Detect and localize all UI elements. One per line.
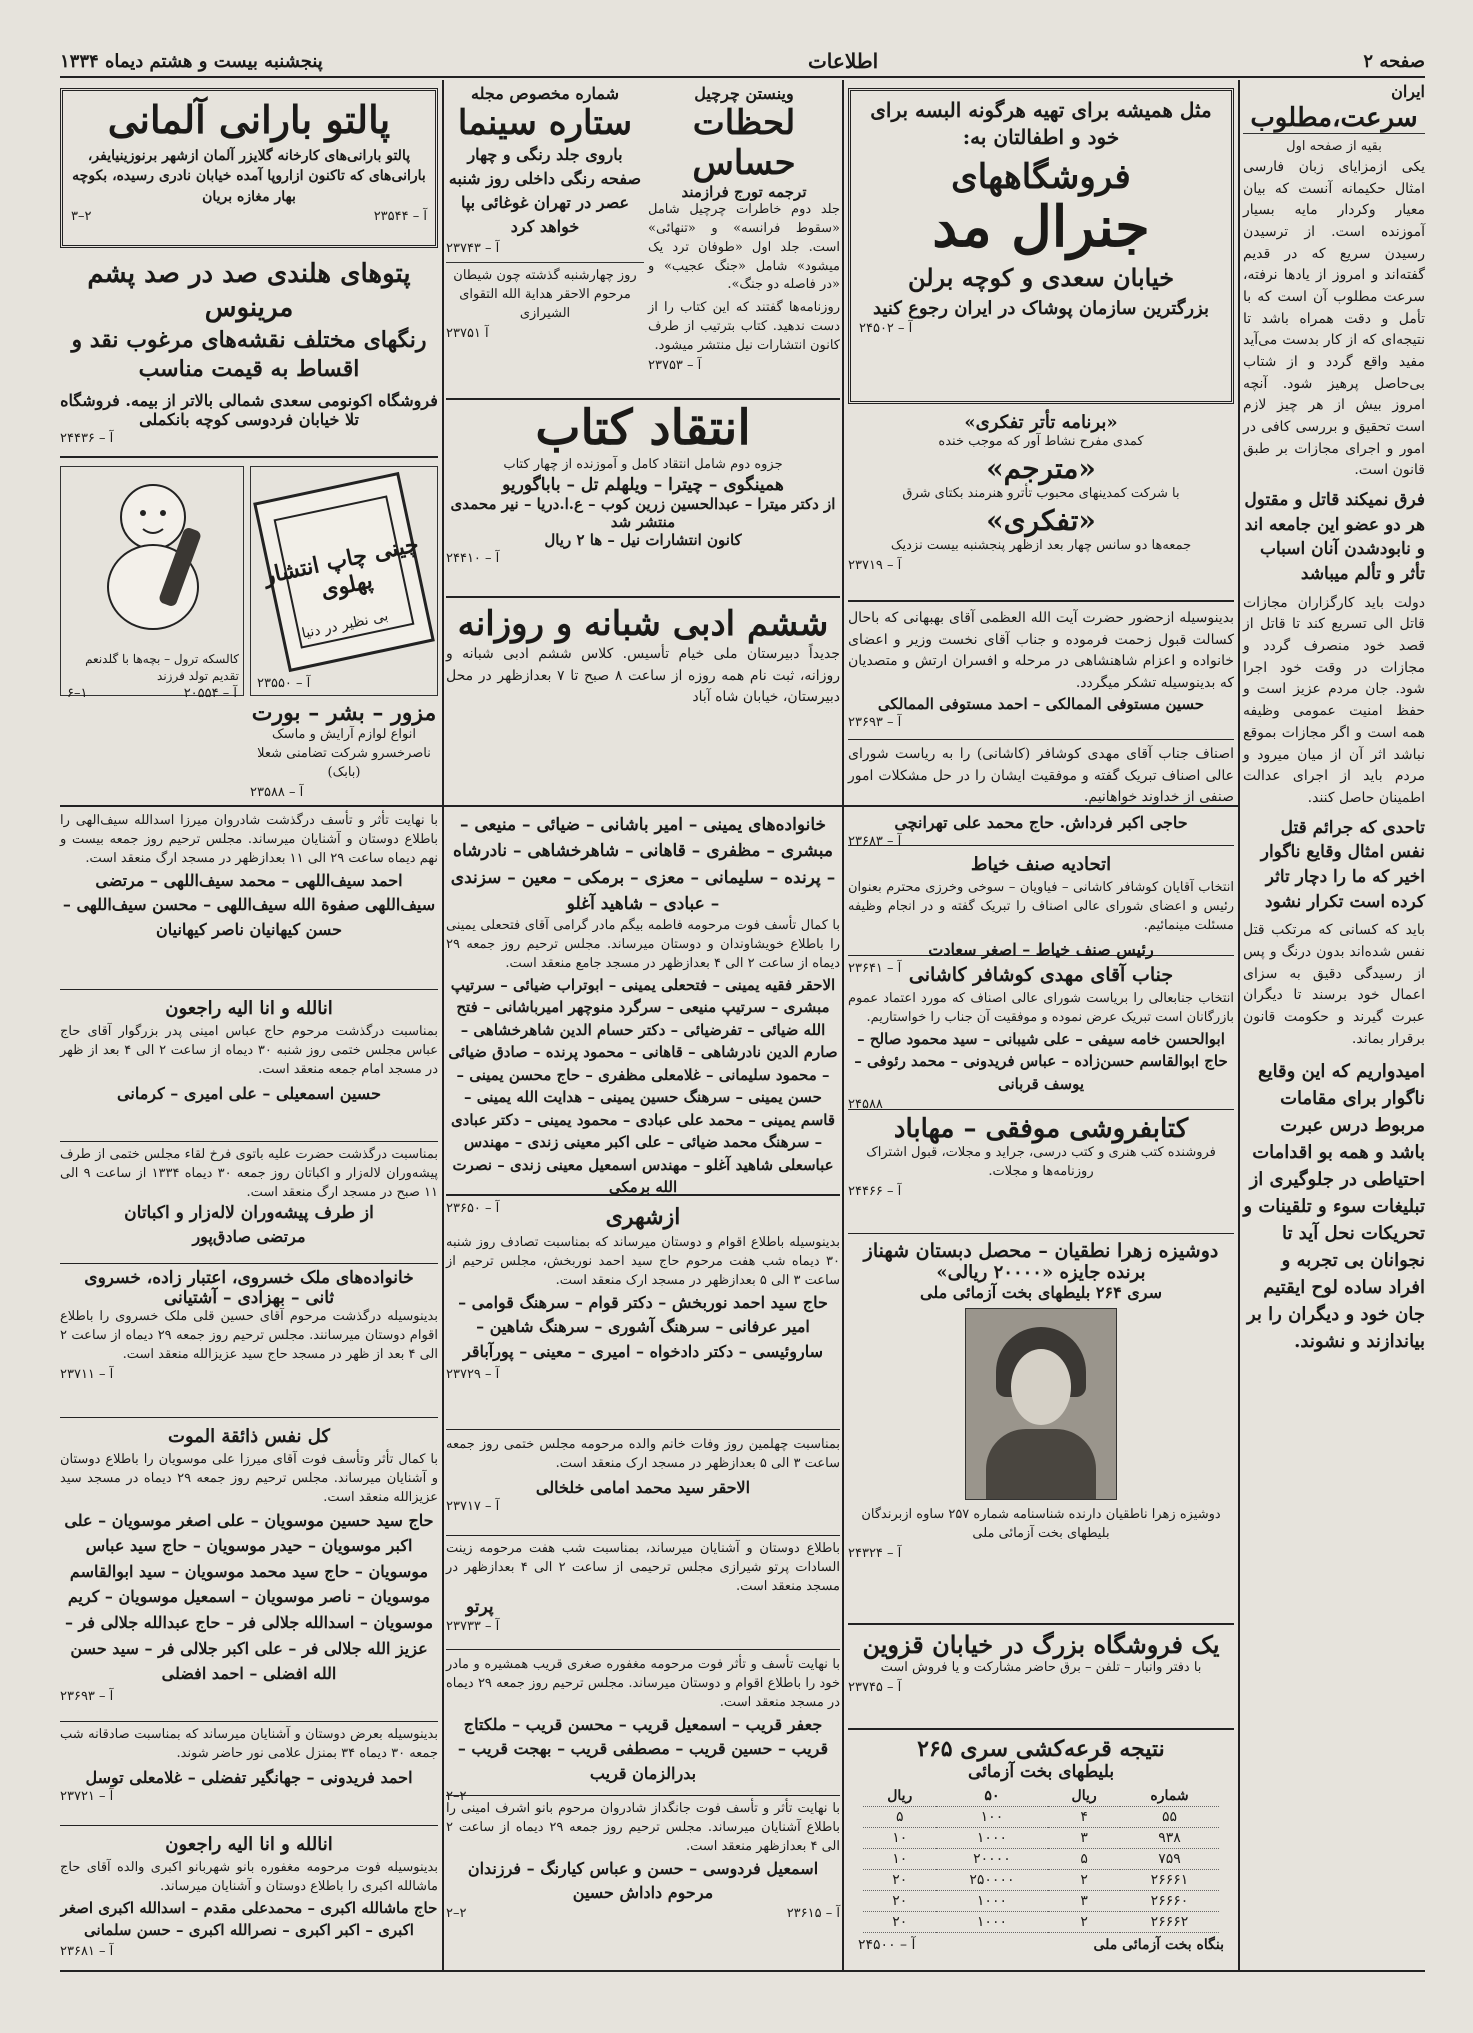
notice-text: بدینوسیله درگذشت مرحوم آقای حسین قلی ملک خسروی را باطلاع اقوام دوستان میرسانند. مجلس ترحیم روز جمعه ۲۹ دیماه از ساعت ۲ الی ۴ بعد از ظهر در مسجد حاج سید عزیزالله منعقد است. xyxy=(60,1309,438,1362)
paper-name: اطلاعات xyxy=(807,49,879,73)
notice-title: انالله و انا الیه راجعون xyxy=(165,1834,333,1855)
program-star: «تفکری» xyxy=(986,503,1096,537)
ad-code: آ – ۲۳۷۴۳ xyxy=(446,241,500,256)
column-rule xyxy=(442,80,444,1970)
program-sub: کمدی مفرح نشاط آور که موجب خنده xyxy=(938,434,1144,449)
book-note: روزنامه‌ها گفتند که این کتاب را از دست ندهید. کتاب بترتیب از طرف کانون انتشارات نیل منتشر میشود. xyxy=(648,300,840,353)
notice-malek-khosravi xyxy=(60,1268,438,1418)
critique-title: انتقاد کتاب xyxy=(535,400,751,456)
page-bottom-rule xyxy=(60,1970,1425,1972)
col-header: ۵۰ xyxy=(936,1786,1048,1807)
winner-lottery: سری ۲۶۴ بلیطهای بخت آزمائی ملی xyxy=(920,1283,1162,1302)
ad-title: پالتو بارانی آلمانی xyxy=(107,97,391,142)
notice-text: انتخاب جنابعالی را بریاست شورای عالی اصناف که مورد اعتماد عموم بازرگانان است تبریک عرض نموده و موفقیت آن جناب را خواستاریم. xyxy=(848,991,1234,1025)
notice-text: بمناسبت درگذشت مرحوم حاج عباس امینی پدر بزرگوار آقای حاج عباس مجلس ختمی روز شنبه ۳۰ دیماه از ساعت ۲ الی ۴ بعد از ظهر در مسجد امام جمعه منعقد است. xyxy=(60,1024,438,1077)
school-text: جدیداً دبیرستان ملی خیام تأسیس. کلاس ششم ادبی شبانه و روزانه، ثبت نام همه روزه از ساعت ۸ صبح تا ۷ بعدازظهر در محل دبیرستان، خیابان شاه آباد xyxy=(446,646,840,706)
notice-code: آ – ۲۳۶۸۱ xyxy=(60,1943,114,1959)
child-with-bottle-graphic xyxy=(61,467,243,647)
notice-title: جناب آقای مهدی کوشافر کاشانی xyxy=(908,964,1174,986)
ad-code: آ – ۲۴۴۳۶ xyxy=(60,430,114,446)
ad-book-critique xyxy=(446,398,840,598)
program-play: «مترجم» xyxy=(986,451,1096,485)
column-rule xyxy=(1238,80,1240,1970)
ad-code: آ – ۲۴۳۲۴ xyxy=(848,1545,902,1561)
notice-sig: رئیس صنف خیاط – اصغر سعادت xyxy=(928,939,1154,959)
ad-code: آ – ۲۰۵۵۴ xyxy=(183,685,237,701)
col-header: شماره xyxy=(1120,1786,1218,1807)
ad-code: آ ۲۳۷۵۱ xyxy=(446,325,489,341)
notice-sig: الاحقر سید محمد امامی خلخالی xyxy=(535,1477,751,1497)
notice-text: بمناسبت چهلمین روز وفات خانم والده مرحومه مجلس ختمی روز جمعه ساعت ۳ الی ۵ بعدازظهر در مسجد ارک منعقد است. xyxy=(446,1437,840,1471)
notice-names: حاج سید حسین موسویان – علی اصغر موسویان – علی اکبر موسویان – حیدر موسویان – حاج سید عباس موسویان – حاج سید محمد موسویان – سید ابوالقاسم موسویان – ناصر موسویان – اسمعیل موسویان – کریم موسویان – اسدالله جلالی فر – حاج عبدالله جلالی فر – عزیز الله جلالی فر – علی اکبر جلالی فر – سید حسن الله افضلی – احمد افضلی xyxy=(64,1510,434,1684)
notice-khalkhali xyxy=(446,1436,840,1536)
book-description: جلد دوم خاطرات چرچیل شامل «سقوط فرانسه» و «تنهائی» است. جلد اول «طوفان ترد یک میشود» شامل «جنگ عجیب» و «در فاصله دو جنگ». xyxy=(648,202,840,293)
page-date: پنجشنبه بیست و هشتم دیماه ۱۳۳۴ xyxy=(60,50,323,72)
critique-critics: از دکتر میترا – عبدالحسین زرین کوب – ع.ا.دریا – نیر محمدی منتشر شد xyxy=(450,494,836,531)
ad-shop-label: فروشگاههای xyxy=(951,157,1131,197)
ad-lottery-winner xyxy=(848,1240,1234,1625)
winner-prize: برنده جایزه «۲۰۰۰۰ ریالی» xyxy=(936,1262,1146,1283)
ad-evening-school xyxy=(446,604,840,800)
winner-caption: دوشیزه زهرا ناطقیان دارنده شناسنامه شماره ۲۵۷ ساوه ازبرندگان بلیطهای بخت آزمائی ملی xyxy=(861,1507,1221,1541)
lottery-results xyxy=(848,1736,1234,1968)
ad-qazvin-store xyxy=(848,1630,1234,1730)
editorial-conclusion: امیدواریم که این وقایع ناگوار برای مقامات مربوط درس عبرت باشد و همه بو اقدامات احتیاطی در جلوگیری از تبلیغات سوء و تلقینات و تحریکات نحل آید تا نجوانان بی تجربه و افراد ساده لوح ایقتیم جان خود و دیگران را بر بیاندازند و نشوند. xyxy=(1243,1061,1425,1353)
ad-bookshop xyxy=(848,1114,1234,1234)
notice-names: ثانی – بهزادی – آشتیانی xyxy=(163,1288,335,1308)
store-title: یک فروشگاه بزرگ در خیابان قزوین xyxy=(862,1630,1220,1659)
ad-code-2: ۲–۳ xyxy=(71,208,92,224)
continued-note: بقیه از صفحه اول xyxy=(1286,139,1382,154)
notice-code-2: ۲–۲ xyxy=(446,1906,467,1922)
program-title: «برنامه تأتر تفکری» xyxy=(964,412,1118,433)
editorial-subhead-2: تاحدی که جرائم قتل نفس امثال وقایع ناگوار اخیر که ما را دچار تاثر کرده است تکرار نشود xyxy=(1260,817,1425,912)
notice-sig: حاجی اکبر فرداش. حاج محمد علی تهرانچی xyxy=(894,813,1188,833)
ad-code: آ – ۲۳۵۵۰ xyxy=(257,676,311,691)
notice-amini-haj-abbas xyxy=(60,994,438,1142)
notice-code: آ – ۲۳۶۱۵ xyxy=(786,1906,840,1922)
ad-intro: مثل همیشه برای تهیه هرگونه البسه برای خود و اطفالتان به: xyxy=(870,98,1212,149)
ad-brand-name: جنرال مد xyxy=(932,194,1150,260)
notice-kushafar-kashani xyxy=(848,960,1234,1113)
ad-pato xyxy=(60,258,438,458)
chini-label: چینی چاپ انتشار پهلوی xyxy=(261,531,421,604)
notice-az-shahri xyxy=(446,1200,840,1430)
notice-text: با کمال تأسف فوت مرحومه فاطمه بیگم مادر گرامی آقای فتحعلی یمینی را باطلاع خویشاوندان و دوستان میرساند. مجلس ترحیم روز جمعه ۲۹ دیماه از ساعت ۲ الی ۴ بعدازظهر در مسجد جامع منعقد است. xyxy=(446,918,840,972)
section-label: ایران xyxy=(1391,82,1425,101)
lottery-footer: بنگاه بخت آزمائی ملی xyxy=(1093,1937,1224,1953)
notice-text: بمناسبت درگذشت حضرت علیه باتوی فرخ لقاء مجلس ختمی از طرف پیشه‌وران لاله‌زار و اکباتان روز جمعه ۳۰ دیماه ۱۳۳۴ از ساعت ۹ الی ۱۱ صبح در مسجد ارگ منعقد است. xyxy=(60,1147,438,1200)
notice-title: کل نفس ذائقة الموت xyxy=(168,1426,330,1447)
notice-names: احمد فریدونی – جهانگیر تفضلی – غلامعلی توسل xyxy=(85,1767,413,1787)
notice-text: اصناف جناب آقای مهدی کوشافر (کاشانی) را به ریاست شورای عالی اصناف تبریک گفته و موفقیت ایشان را در حل مشکلات امور صنفی از خداوند خواهانیم. xyxy=(848,746,1234,806)
ad-code-2: ۱–۶ xyxy=(67,685,88,701)
notice-sig: مرتضی صادق‌پور xyxy=(192,1226,306,1246)
table-row: ۲۶۶۶۱ ۲ ۲۵۰۰۰۰ ۲۰ xyxy=(863,1870,1218,1891)
lottery-subtitle: بلیطهای بخت آزمائی xyxy=(967,1762,1115,1782)
notice-text: بدینوسیله باطلاع اقوام و دوستان میرساند که بمناسبت تصادف روز شنبه ۳۰ دیماه شب هفت مرحوم حاج سید احمد نوربخش، مجلس ترحیم از ساعت ۳ الی ۵ بعدازظهر در مسجد ارک منعقد است. xyxy=(446,1235,840,1288)
magazine-title: ستاره سینما xyxy=(457,103,633,143)
notice-code: آ – ۲۳۶۵۰ xyxy=(446,1200,500,1216)
ad-code: آ – ۲۳۷۵۳ xyxy=(648,357,702,373)
ad-paltu xyxy=(60,88,438,248)
ad-chini-illustration xyxy=(250,466,438,696)
ad-setare-cinema xyxy=(446,84,644,384)
table-row: ۲۶۶۶۰ ۳ ۱۰۰۰ ۲۰ xyxy=(863,1891,1218,1912)
notice-yamini-family xyxy=(446,812,840,1216)
notice-title: انالله و انا الیه راجعون xyxy=(165,998,333,1019)
notice-text: بدینوسیله بعرض دوستان و آشنایان میرساند که بمناسبت صادقانه شب جمعه ۳۰ دیماه ۳۴ بمنزل علامی نور حاضر شوند. xyxy=(60,1727,438,1761)
notice-text: بدینوسیله فوت مرحومه مغفوره بانو شهربانو اکبری والده آقای حاج ماشالله اکبری را باطلاع دوستان و آشنایان میرساند. xyxy=(60,1860,438,1894)
school-title: ششم ادبی شبانه و روزانه xyxy=(457,604,829,644)
notice-names: الاحقر فقیه یمینی – فتحعلی یمینی – ابوتراب ضیائی – سرتیپ مبشری – سرتیپ منیعی – سرگرد منوچهر امیرباشانی – فتح الله ضیائی – تفرضیائی – دکتر حسام الدین شاهرخشاهی – صارم الدین نادرشاهی – قاهانی – محمود پرنده – صادق ضیائی – محمود سلیمانی – غلامعلی مظفری – حاج محسن یمینی – حسن یمینی – سرهنگ حسین یمینی – هدایت الله یمینی – قاسم یمینی – محمد علی عبادی – محمود یمینی – دکتر عبادی – سرهنگ محمد ضیائی – علی اکبر معینی زندی – مهندس عباسعلی شاهید آغلو – مهندس اسمعیل معینی زندی – نصرت الله برمکی xyxy=(448,975,838,1197)
ad-code: آ – ۲۳۵۸۸ xyxy=(250,784,304,800)
ad-theater-program xyxy=(848,412,1234,602)
small-notice: روز چهارشنبه گذشته چون شیطان مرحوم الاحقر هدایة الله التقوای الشیرازی xyxy=(446,262,644,324)
ad-title-1: پتوهای هلندی صد در صد پشم مرینوس xyxy=(87,259,411,323)
editorial-body-3: باید که کسانی که مرتکب قتل نفس شده‌اند بدون درنگ و پس از رسیدگی دقیق به سزای اعمال خود برسند تا دیگران عبرت گیرند و حکومت قانون برقرار بماند. xyxy=(1243,922,1425,1047)
notice-code: آ – ۲۳۷۱۱ xyxy=(60,1366,114,1382)
notice-thanks-mostowfi xyxy=(848,608,1234,740)
notice-text: بدینوسیله ازحضور حضرت آیت الله العظمی آقای بهبهانی که باحال کسالت قبول زحمت فرموده و جناب آقای نخست وزیر و اعضای خانواده و اعزام شاهنشاهی در مرحله و افسران ارتش و متصدیان که بدینوسیله تشکر میگردد. xyxy=(848,610,1234,692)
notice-names: حاج ماشالله اکبری – محمدعلی مقدم – اسدالله اکبری اصغر اکبری – اکبر اکبری – نصرالله اکبری – حسن سلمانی xyxy=(60,1898,438,1940)
notice-code: آ – ۲۳۷۱۷ xyxy=(446,1498,500,1514)
ad-address: خیابان سعدی و کوچه برلن xyxy=(907,262,1175,292)
notice-congrats-kushafar xyxy=(848,744,1234,850)
notice-names: اسمعیل فردوسی – حسن و عباس کیارنگ – فرزندان مرحوم داداش حسین xyxy=(467,1858,819,1903)
notice-names: احمد سیف‌اللهی – محمد سیف‌اللهی – مرتضی سیف‌اللهی صفوة الله سیف‌اللهی – محسن سیف‌اللهی – حسن کیهانیان ناصر کیهانیان xyxy=(62,870,436,940)
bookshop-title: کتابفروشی موفقی – مهاباد xyxy=(893,1114,1189,1144)
ad-text: انواع لوازم آرایش و ماسک ناصرخسرو شرکت تضامنی شعلا (بابک) xyxy=(257,727,431,780)
editorial-body-2: دولت باید کارگزاران مجازات قاتل الی تسریع کند تا قاتل از قصد خود منصرف گردد و مجازات در وقت خود اجرا شود. جان مردم عزیز است و حفظ امنیت عمومی وظیفه همه است و اگر مجازات بموقع نباشد اثر آن از میان میرود و مردم باید از اجرای عدالت اطمینان حاصل کنند. xyxy=(1243,594,1425,806)
winner-photo xyxy=(965,1308,1117,1500)
lottery-table xyxy=(863,1786,1218,1933)
winner-title: دوشیزه زهرا نطقیان – محصل دبستان شهناز xyxy=(863,1240,1219,1262)
magazine-text: باروی جلد رنگی و چهار صفحه رنگی داخلی روز شنبه عصر در تهران غوغائی بپا خواهد کرد xyxy=(448,145,642,236)
notice-amini xyxy=(446,1800,840,1968)
ad-tagline: بزرگترین سازمان پوشاک در ایران رجوع کنید xyxy=(872,297,1210,319)
table-row: ۷۵۹ ۵ ۲۰۰۰۰ ۱۰ xyxy=(863,1849,1218,1870)
notice-lalezar-merchants xyxy=(60,1146,438,1264)
lottery-code: آ – ۲۴۵۰۰ xyxy=(858,1937,916,1953)
program-cast: با شرکت کمدینهای محبوب تأترو هنرمند بکتای شرق xyxy=(902,485,1180,501)
ad-code: آ – ۲۳۵۴۴ xyxy=(373,208,427,224)
ad-mazur xyxy=(250,700,438,800)
notice-mousavian xyxy=(60,1422,438,1722)
notice-fereydouni xyxy=(60,1726,438,1826)
notice-names: ابوالحسن خامه سیفی – علی شیبانی – سید محمود صالح – حاج ابوالقاسم حسن‌زاده – عباس فریدونی – محمد رئوفی – یوسف قربانی xyxy=(854,1029,1228,1093)
notice-text: با نهایت تأثر و تأسف فوت جانگداز شادروان مرحوم بانو اشرف امینی را باطلاع آشنایان میرساند. مجلس ترحیم روز جمعه ۲۹ دیماه از ساعت ۲ الی ۴ بعدازظهر منعقد است. xyxy=(446,1801,840,1854)
ad-code: آ – ۲۴۴۱۰ xyxy=(446,550,500,566)
store-text: با دفتر وانبار – تلفن – برق حاضر مشارکت و یا فروش است xyxy=(880,1660,1202,1675)
notice-gharib-family xyxy=(446,1656,840,1804)
notice-names: حسین مستوفی الممالکی – احمد مستوفی الممالکی xyxy=(877,694,1205,713)
ad-code: آ – ۲۴۵۰۲ xyxy=(859,320,913,336)
notice-code: ۲–۲ xyxy=(446,1788,467,1804)
table-row: ۹۳۸ ۳ ۱۰۰۰ ۱۰ xyxy=(863,1828,1218,1849)
notice-text: انتخاب آقایان کوشافر کاشانی – فیاویان – سوخی وخرزی محترم بعنوان رئیس و اعضای شورای عالی اصناف را تبریک گفته و در انجام وظیفه مسئلت مینمائیم. xyxy=(848,880,1234,933)
notice-text: با نهایت تأسف و تأثر فوت مرحومه مغفوره صغری قریب همشیره و مادر خود را باطلاع اقوام و دوستان میرساند. مجلس ترحیم روز جمعه ۲۹ دیماه در مسجد منعقد است. xyxy=(446,1657,840,1710)
book-translator: ترجمه تورج فرازمند xyxy=(681,183,807,201)
ad-text: پالتو بارانی‌های کارخانه گلایزر آلمان ازشهر برنوزینیایفر، بارانی‌های که تاکنون ازاروپا آمده خیابان نادری رسیده، بکوچه بهار مغازه بریان xyxy=(72,148,426,205)
critique-desc: جزوه دوم شامل انتقاد کامل و آموزنده از چهار کتاب xyxy=(503,457,783,472)
magazine-label: شماره مخصوص مجله xyxy=(471,84,619,103)
page-header xyxy=(60,46,1425,78)
critique-authors: همینگوی – چیترا – ویلهلم تل – باباگوریو xyxy=(502,474,784,495)
notice-seifollahi xyxy=(60,812,438,990)
notice-title: ازشهری xyxy=(605,1204,681,1230)
book-author: وینستن چرچیل xyxy=(694,84,794,103)
notice-code: آ – ۲۳۶۴۱ xyxy=(848,960,902,976)
editorial-body-1: یکی ازمزایای زبان فارسی امثال حکیمانه آنست که بیان معیار وکردار مایه بسیار آموزنده است. از ترسیدن رسیدن سریع که در قدیم گفته‌اند و امروز از یادها نرفته، سرعت مطلوب آن است که با تأمل و دقت همراه باشد تا نتیجه‌ای که از کار بدست می‌آید مفید واقع گردد و از شتاب بی‌حاصل پرهیز شود. آنچه امروز بیش از هر چیز لازم است تحقیق و بررسی کافی در امور و اجرای مجازات بر طبق قانون است. xyxy=(1243,158,1425,479)
ad-lahazat xyxy=(648,84,840,384)
col-header: ریال xyxy=(1048,1786,1121,1807)
ad-title-2: رنگهای مختلف نقشه‌های مرغوب نقد و اقساط به قیمت مناسب xyxy=(71,326,427,383)
lottery-title: نتیجه قرعه‌کشی سری ۲۶۵ xyxy=(917,1736,1165,1762)
notice-code: ۲۴۵۸۸ xyxy=(848,1097,883,1113)
notice-title: خانواده‌های ملک خسروی، اعتبار زاده، خسروی xyxy=(84,1268,414,1288)
notice-text: با نهایت تأثر و تأسف درگذشت شادروان میرزا اسدالله سیف‌الهی را باطلاع دوستان و آشنایان میرساند. مجلس ترحیم روز جمعه بیست و نهم دیماه ساعت ۲۹ الی ۱۱ بعدازظهر در مسجد ارگ منعقد است. xyxy=(60,813,438,866)
book-title: لحظات حساس xyxy=(692,103,796,183)
editorial-subhead-1: فرق نمیکند قاتل و مقتول هر دو عضو این جامعه اند و نابودشدن آنان اسباب تأثر و تألم میباشد xyxy=(1244,490,1425,585)
chini-caption: بی نظیر در دنیا xyxy=(300,608,390,642)
notice-names: جعفر قریب – اسمعیل قریب – محسن قریب – ملکتاج قریب – حسین قریب – مصطفی قریب – بهجت قریب – بدرالزمان قریب xyxy=(457,1714,829,1784)
ad-code: آ – ۲۳۷۱۹ xyxy=(848,557,902,573)
notice-text: با کمال تأثر وتأسف فوت آقای میرزا علی موسویان را باطلاع دوستان و آشنایان میرساند. مجلس ترحیم روز جمعه ۲۹ دیماه در مسجد سید عزیزالله منعقد است. xyxy=(60,1452,438,1505)
table-row: ۲۶۶۶۲ ۲ ۱۰۰۰ ۲۰ xyxy=(863,1912,1218,1933)
ad-shop: فروشگاه اکونومی سعدی شمالی بالاتر از بیمه. فروشگاه تلا خیابان فردوسی کوچه بانکملی xyxy=(60,390,438,429)
ad-child-illustration xyxy=(60,466,244,701)
notice-names: از طرف پیشه‌وران لاله‌زار و اکباتان xyxy=(124,1202,374,1223)
notice-names: حسین اسمعیلی – علی امیری – کرمانی xyxy=(117,1083,381,1103)
notice-code: آ – ۲۳۶۹۳ xyxy=(848,714,902,730)
child-caption: کالسکه ترول – بچه‌ها با گلدنعم تقدیم تولد فرزند xyxy=(85,652,239,684)
critique-publisher: کانون انتشارات نیل – ها ۲ ریال xyxy=(544,530,742,549)
column-rule xyxy=(842,80,844,1970)
program-times: جمعه‌ها دو سانس چهار بعد ازظهر پنجشنبه بیست نزدیک xyxy=(890,537,1192,553)
ad-title: مزور – بشر – بورت xyxy=(251,700,437,726)
notice-code: آ – ۲۳۶۹۳ xyxy=(60,1688,114,1704)
notice-parto xyxy=(446,1540,840,1650)
notice-code: آ – ۲۳۷۲۱ xyxy=(60,1788,114,1804)
ad-general-mode xyxy=(848,88,1234,404)
notice-title: پرتو xyxy=(466,1596,494,1617)
notice-title: اتحادیه صنف خیاط xyxy=(970,854,1112,875)
editorial-column xyxy=(1243,82,1425,1967)
notice-code: آ – ۲۳۷۳۳ xyxy=(446,1618,500,1634)
notice-names: حاج سید احمد نوربخش – دکتر قوام – سرهنگ قوامی – امیر عرفانی – سرهنگ آشوری – سرهنگ شاهین – ساروئیسی – دکتر دادخواه – امیری – معینی – پورآباقر xyxy=(458,1292,828,1362)
families-title: خانواده‌های یمینی – امیر باشانی – ضیائی – منیعی – مبشری – مظفری – قاهانی – شاهرخشاهی – نادرشاه – پرنده – سلیمانی – معزی – برمکی – معین – سزندی – عبادی – شاهید آغلو xyxy=(450,815,836,915)
notice-akbari xyxy=(60,1830,438,1968)
notice-code: آ – ۲۳۶۸۳ xyxy=(848,834,902,850)
ad-code: آ – ۲۳۷۴۵ xyxy=(848,1679,902,1695)
page-number: صفحه ۲ xyxy=(1363,50,1425,72)
bookshop-text: فروشنده کتب هنری و کتب درسی، جراید و مجلات، قبول اشتراک روزنامه‌ها و مجلات. xyxy=(866,1145,1216,1179)
editorial-title: سرعت،مطلوب xyxy=(1243,103,1425,134)
ad-code: آ – ۲۴۴۶۶ xyxy=(848,1183,902,1199)
notice-text: باطلاع دوستان و آشنایان میرساند، بمناسبت شب هفت مرحومه زینت السادات پرتو شیرازی مجلس ترحیمی از ساعت ۲ الی ۴ بعدازظهر در مسجد منعقد است. xyxy=(446,1541,840,1594)
table-row: ۵۵ ۴ ۱۰۰ ۵ xyxy=(863,1807,1218,1828)
notice-code: آ – ۲۳۷۲۹ xyxy=(446,1366,500,1382)
col-header: ریال xyxy=(863,1786,936,1807)
